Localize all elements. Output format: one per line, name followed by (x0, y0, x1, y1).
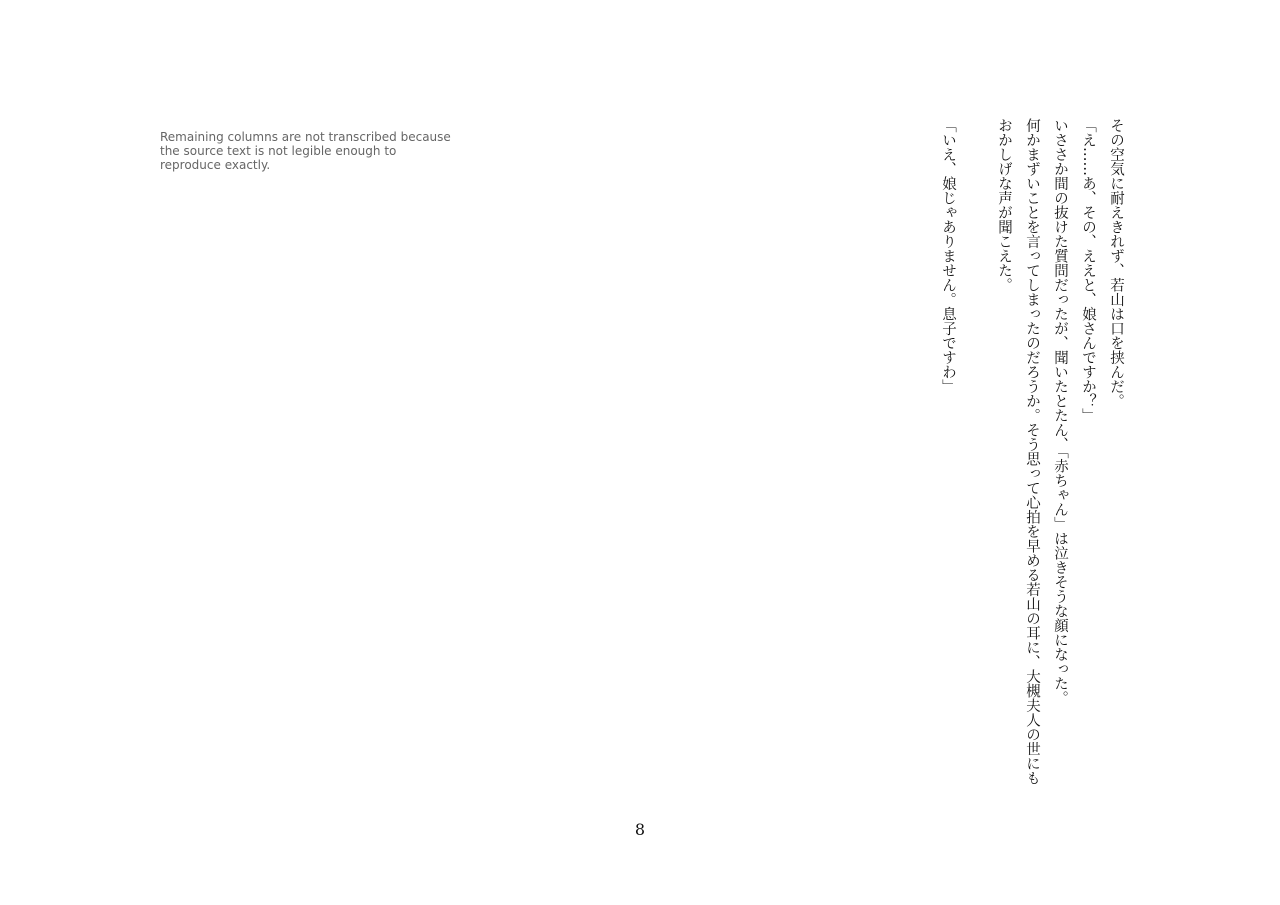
vertical-text-body (130, 118, 1130, 798)
paragraph: その空気に耐えきれず、若山は口を挟んだ。 (1108, 118, 1124, 408)
transcription-note: Remaining columns are not transcribed because the source text is not legible enough to reproduce exactly. (160, 130, 451, 172)
paragraph: 「いえ、娘じゃありません。息子ですわ」 (940, 118, 956, 394)
page-number: 8 (634, 820, 646, 839)
paragraph: いささか間の抜けた質問だったが、聞いたとたん、「赤ちゃん」は泣きそうな顔になった。 (1052, 118, 1068, 706)
paragraph: 何かまずいことを言ってしまったのだろうか。そう思って心拍を早める若山の耳に、大槻夫人の世にもおかしげな声が聞こえた。 (996, 118, 1040, 785)
paragraph: 「え……あ、その、ええと、娘さんですか？」 (1080, 118, 1096, 423)
